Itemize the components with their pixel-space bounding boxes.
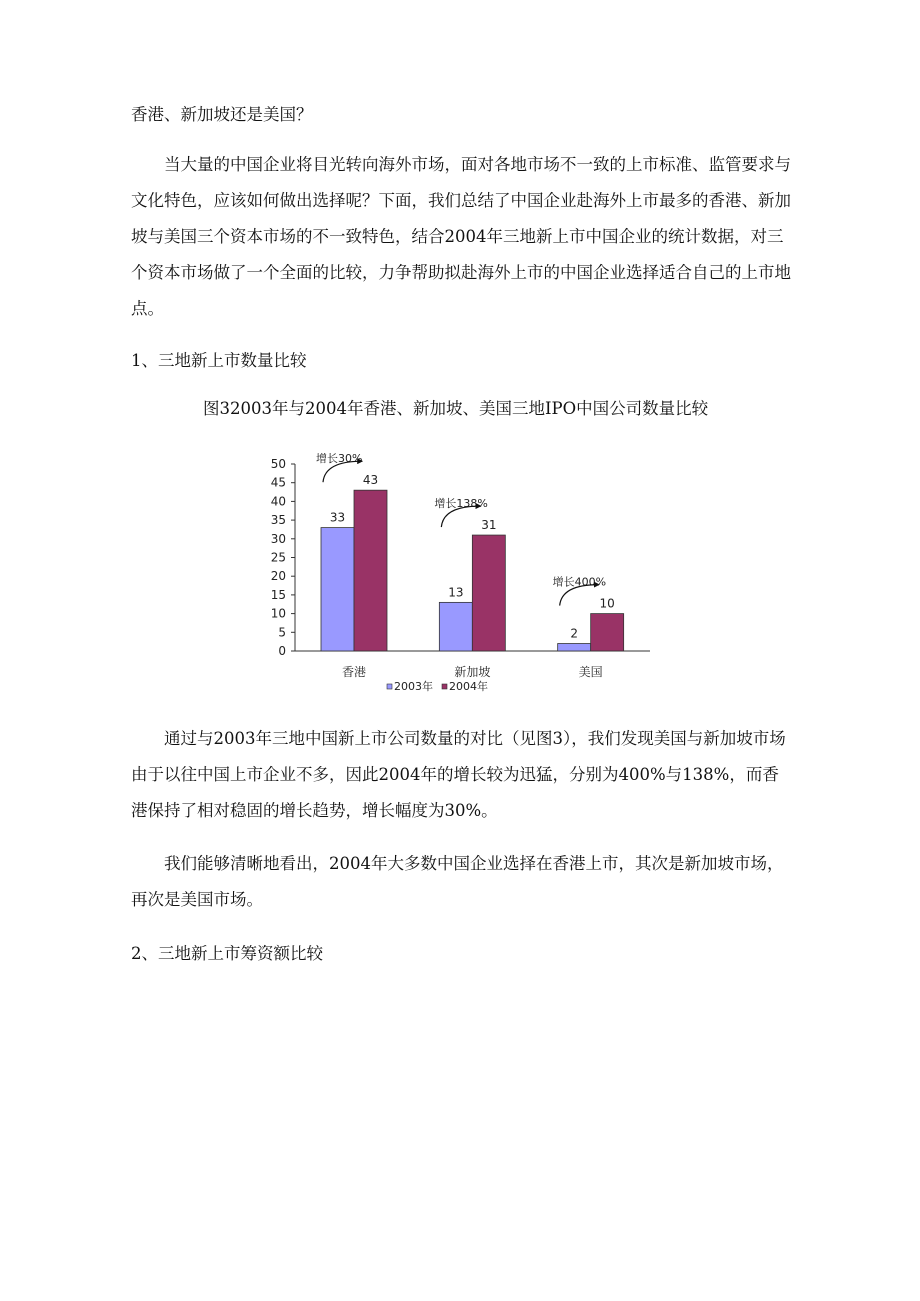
y-tick-label: 50 <box>270 457 286 471</box>
document-question-heading: 香港、新加坡还是美国？ <box>131 105 313 124</box>
intro-paragraph: 当大量的中国企业将目光转向海外市场，面对各地市场不一致的上市标准、监管要求与文化特色，应该如何做出选择呢？下面，我们总结了中国企业赴海外上市最多的香港、新加坡与美国三个资本市场的不一致特色，结合2004年三地新上市中国企业的统计数据，对三个资本市场做了一个全面的比较，力争帮助拟赴海外上市的中国企业选择适合自己的上市地点。 <box>131 155 791 318</box>
y-tick-label: 45 <box>270 475 286 490</box>
ipo-count-bar-chart <box>255 453 655 703</box>
y-tick-label: 40 <box>270 494 286 509</box>
y-tick-label: 15 <box>270 587 286 602</box>
x-category-label: 新加坡 <box>454 665 491 679</box>
y-tick-label: 20 <box>270 569 286 584</box>
x-category-label: 美国 <box>578 665 603 679</box>
bars <box>321 490 624 651</box>
data-label-2004: 31 <box>481 518 497 533</box>
bar-2003 <box>439 602 472 651</box>
y-tick-label: 30 <box>270 531 286 546</box>
growth-annotation-label: 增长30% <box>316 453 363 466</box>
data-label-2003: 33 <box>329 510 346 525</box>
bar-2004 <box>354 490 387 651</box>
section-1-heading: 1、三地新上市数量比较 <box>131 351 307 370</box>
data-label-2004: 43 <box>362 473 379 488</box>
bar-2004 <box>591 614 624 651</box>
growth-annotation-label: 增长400% <box>552 575 607 589</box>
growth-annotation-label: 增长138% <box>434 497 488 511</box>
legend <box>387 679 488 693</box>
comparison-paragraph: 通过与2003年三地中国新上市公司数量的对比（见图3），我们发现美国与新加坡市场由于以往中国上市企业不多，因此2004年的增长较为迅猛，分别为400%与138%，而香港保持了相对稳固的增长趋势，增长幅度为30%。 <box>131 729 786 820</box>
bar-2003 <box>558 644 591 651</box>
y-tick-label: 10 <box>270 606 286 621</box>
data-label-2003: 2 <box>570 626 578 641</box>
y-tick-label: 5 <box>278 625 286 640</box>
x-axis-categories <box>342 664 603 679</box>
y-tick-label: 35 <box>270 513 286 528</box>
figure-caption: 图32003年与2004年香港、新加坡、美国三地IPO中国公司数量比较 <box>203 399 709 418</box>
legend-swatch <box>442 684 447 689</box>
y-tick-label: 25 <box>270 550 286 565</box>
bar-2004 <box>472 535 505 651</box>
legend-swatch <box>387 684 392 689</box>
conclusion-paragraph: 我们能够清晰地看出，2004年大多数中国企业选择在香港上市，其次是新加坡市场，再次是美国市场。 <box>131 854 784 909</box>
data-label-2004: 10 <box>599 596 615 611</box>
y-tick-label: 0 <box>278 644 286 658</box>
section-2-heading: 2、三地新上市筹资额比较 <box>131 944 323 963</box>
bar-2003 <box>321 528 354 651</box>
legend-label: 2004年 <box>449 680 488 693</box>
x-category-label: 香港 <box>341 665 367 679</box>
legend-label: 2003年 <box>394 680 433 693</box>
data-label-2003: 13 <box>448 585 464 600</box>
